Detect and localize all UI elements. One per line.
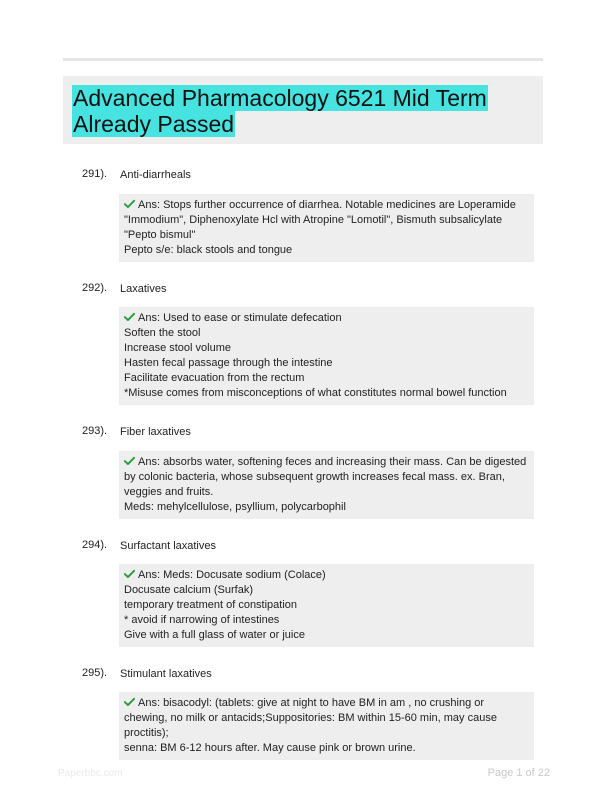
question-number: 291). xyxy=(82,168,108,180)
answer-line: Meds: mehylcellulose, psyllium, polycarbophil xyxy=(124,501,346,513)
answer-line: senna: BM 6-12 hours after. May cause pink or brown urine. xyxy=(124,742,416,754)
answer-line: Increase stool volume xyxy=(124,342,231,354)
top-divider xyxy=(63,58,543,61)
question-text: Fiber laxatives xyxy=(120,426,191,438)
answer-line: *Misuse comes from misconceptions of what constitutes normal bowel function xyxy=(124,387,507,399)
check-icon xyxy=(124,199,135,209)
answer-line: Give with a full glass of water or juice xyxy=(124,629,305,641)
answer-line: Ans: Stops further occurrence of diarrhea. Notable medicines are Loperamide "Immodium", Diphenoxylate Hcl with Atropine "Lomotil", Bismuth subsalicylate "Pepto bismul" xyxy=(124,199,516,241)
document-title: Advanced Pharmacology 6521 Mid Term Already Passed xyxy=(73,85,487,137)
answer-box xyxy=(119,692,534,760)
question-number: 294). xyxy=(82,539,108,551)
answer-line: Ans: bisacodyl: (tablets: give at night to have BM in am , no crushing or chewing, no milk or antacids;Suppositories: BM within 15-60 min, may cause proctitis); xyxy=(124,697,497,739)
question-number: 293). xyxy=(82,425,108,437)
answer-line: Facilitate evacuation from the rectum xyxy=(124,372,305,384)
answer-line: Soften the stool xyxy=(124,327,201,339)
answer-line: temporary treatment of constipation xyxy=(124,599,298,611)
question-text: Stimulant laxatives xyxy=(120,668,212,680)
question-number: 292). xyxy=(82,282,108,294)
answer-line: Ans: Used to ease or stimulate defecation xyxy=(124,311,529,326)
question-text: Anti-diarrheals xyxy=(120,169,191,181)
title-banner xyxy=(63,76,543,144)
answer-line: Pepto s/e: black stools and tongue xyxy=(124,244,293,256)
question-text: Surfactant laxatives xyxy=(120,540,216,552)
check-icon xyxy=(124,312,135,322)
footer-watermark: Paperbbc.com xyxy=(58,768,123,779)
answer-box xyxy=(119,307,534,405)
answer-box xyxy=(119,451,534,519)
check-icon xyxy=(124,697,135,707)
answer-line: Ans: absorbs water, softening feces and increasing their mass. Can be digested by colonic bacteria, whose subsequent growth increases fecal mass. ex. Bran, veggies and fruits. xyxy=(124,456,527,498)
answer-line: Hasten fecal passage through the intestine xyxy=(124,357,333,369)
page-number: Page 1 of 22 xyxy=(487,767,550,779)
answer-box xyxy=(119,564,534,647)
question-text: Laxatives xyxy=(120,283,167,295)
answer-box xyxy=(119,194,534,262)
check-icon xyxy=(124,569,135,579)
answer-line: Docusate calcium (Surfak) xyxy=(124,584,253,596)
question-number: 295). xyxy=(82,667,108,679)
answer-line: Ans: Meds: Docusate sodium (Colace) xyxy=(124,568,529,583)
answer-line: * avoid if narrowing of intestines xyxy=(124,614,280,626)
check-icon xyxy=(124,456,135,466)
